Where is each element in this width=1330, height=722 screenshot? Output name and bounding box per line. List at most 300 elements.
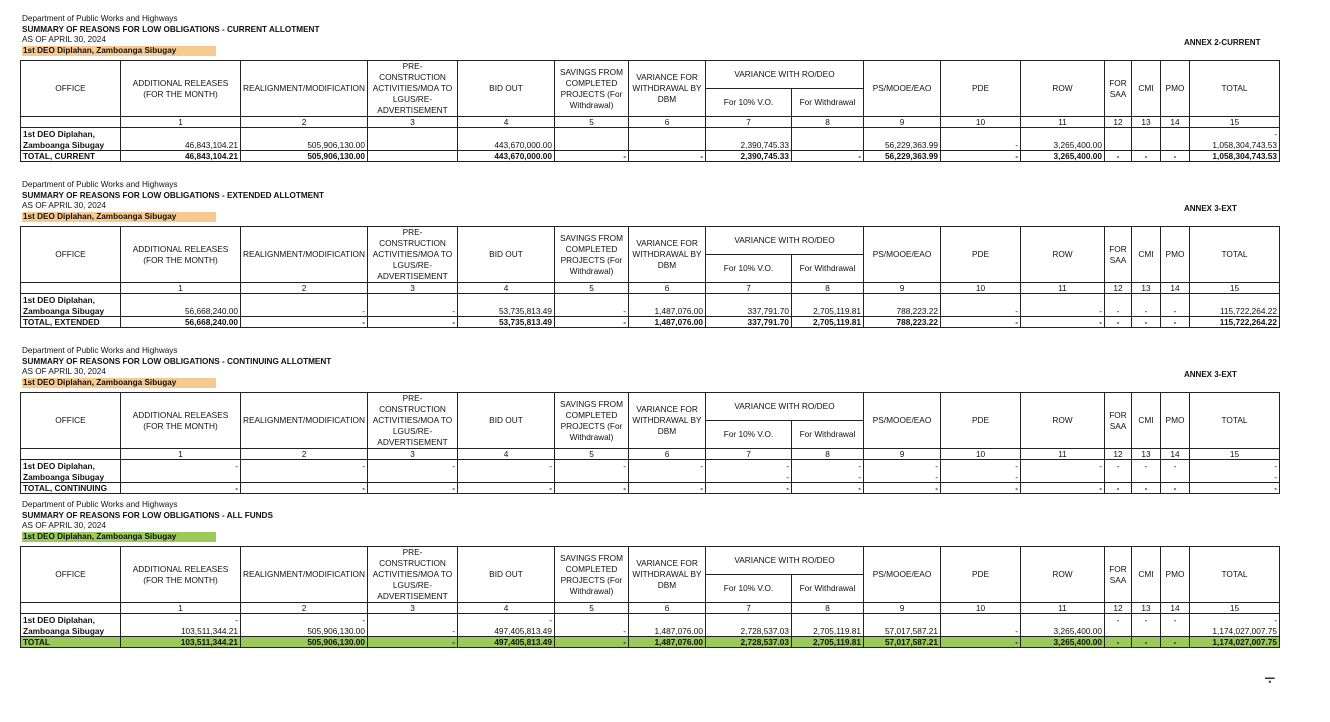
data-cell [629,614,706,626]
header-row [21,393,1280,421]
col-additional-releases: ADDITIONAL RELEASES (FOR THE MONTH) [121,61,241,117]
data-cell: - [706,471,792,483]
total-cell: - [792,151,864,162]
signature-mark: ⨪ [1264,666,1276,688]
data-cell [1161,294,1190,306]
total-cell: - [1105,483,1132,494]
total-cell: - [121,483,241,494]
data-cell: - [458,460,555,472]
total-cell: 337,791.70 [706,317,792,328]
data-cell: 53,735,813.49 [458,305,555,317]
total-cell: - [368,637,458,648]
data-cell: 505,906,130.00 [241,139,368,151]
data-cell [1105,625,1132,637]
column-number: 11 [1021,449,1105,460]
column-number: 12 [1105,117,1132,128]
data-cell: 497,405,813.49 [458,625,555,637]
col-preconstruction: PRE-CONSTRUCTION ACTIVITIES/MOA TO LGUS/RE-ADVERTISEMENT [368,227,458,283]
total-cell: - [555,637,629,648]
total-row [21,151,1280,162]
total-cell: 443,670,000.00 [458,151,555,162]
column-number: 9 [864,603,941,614]
total-cell: 46,843,104.21 [121,151,241,162]
data-cell: - [864,471,941,483]
data-cell: - [864,460,941,472]
data-cell [1105,471,1132,483]
obligations-table [20,226,1280,328]
column-number: 3 [368,449,458,460]
total-cell: - [941,317,1021,328]
data-cell: 1,487,076.00 [629,625,706,637]
column-number: 15 [1190,117,1280,128]
header-row [21,61,1280,89]
total-cell: - [1161,317,1190,328]
data-cell: 337,791.70 [706,305,792,317]
col-office: OFFICE [21,227,121,283]
col-variance-ro: VARIANCE WITH RO/DEO [706,547,864,575]
data-cell [555,614,629,626]
data-cell: - [1021,305,1105,317]
data-cell: - [1021,460,1105,472]
obligations-table [20,392,1280,494]
total-cell: 53,735,813.49 [458,317,555,328]
data-cell [555,471,629,483]
total-cell: - [941,151,1021,162]
col-row: ROW [1021,227,1105,283]
report-title: SUMMARY OF REASONS FOR LOW OBLIGATIONS - ALL FUNDS [22,510,273,520]
report-section [0,500,1330,680]
data-cell [1161,128,1190,140]
total-cell: - [1132,317,1161,328]
column-number: 4 [458,283,555,294]
office-band: 1st DEO Diplahan, Zamboanga Sibugay [22,212,216,223]
column-number: 6 [629,283,706,294]
column-number: 2 [241,449,368,460]
total-cell: - [555,151,629,162]
column-number: 7 [706,603,792,614]
col-for-vo: For 10% V.O. [706,421,792,449]
total-row [21,317,1280,328]
data-cell: - [555,305,629,317]
data-cell: - [1132,305,1161,317]
obligations-table [20,546,1280,648]
report-header [22,346,331,388]
data-cell [1132,294,1161,306]
col-for-withdrawal: For Withdrawal [792,89,864,117]
data-row-top [21,128,1280,140]
data-cell [941,614,1021,626]
data-cell [1161,625,1190,637]
data-cell: - [368,625,458,637]
report-title: SUMMARY OF REASONS FOR LOW OBLIGATIONS - CURRENT ALLOTMENT [22,24,320,34]
column-number: 13 [1132,283,1161,294]
total-cell: - [792,483,864,494]
annex-label: ANNEX 3-EXT [1184,204,1237,213]
data-cell: - [941,625,1021,637]
report-section [0,346,1330,526]
data-cell [1021,294,1105,306]
office-label: 1st DEO Diplahan, [21,614,121,626]
col-for-withdrawal: For Withdrawal [792,255,864,283]
col-pmo: PMO [1161,393,1190,449]
office-label: Zamboanga Sibugay [21,305,121,317]
col-additional-releases: ADDITIONAL RELEASES (FOR THE MONTH) [121,393,241,449]
data-cell [1021,471,1105,483]
total-cell: - [1105,151,1132,162]
total-cell: 788,223.22 [864,317,941,328]
total-cell: 56,668,240.00 [121,317,241,328]
col-office: OFFICE [21,393,121,449]
col-pde: PDE [941,393,1021,449]
data-cell: 505,906,130.00 [241,625,368,637]
total-cell: 2,728,537.03 [706,637,792,648]
office-label: Zamboanga Sibugay [21,625,121,637]
column-number: 14 [1161,449,1190,460]
total-cell: 56,229,363.99 [864,151,941,162]
total-cell: 1,487,076.00 [629,637,706,648]
total-cell: 2,705,119.81 [792,637,864,648]
data-cell [1021,614,1105,626]
column-number: 6 [629,449,706,460]
report-header [22,180,324,222]
total-cell: - [941,637,1021,648]
col-ps-mooe: PS/MOOE/EAO [864,227,941,283]
data-cell [555,139,629,151]
department-name: Department of Public Works and Highways [22,500,178,509]
data-cell: - [1161,305,1190,317]
total-cell: - [241,317,368,328]
column-number: 10 [941,603,1021,614]
as-of-date: AS OF APRIL 30, 2024 [22,521,106,530]
data-cell: - [792,471,864,483]
data-cell [1132,471,1161,483]
data-cell: - [1190,614,1280,626]
total-cell: - [458,483,555,494]
data-cell [368,294,458,306]
data-cell [1132,625,1161,637]
column-number: 2 [241,117,368,128]
col-for-withdrawal: For Withdrawal [792,421,864,449]
office-label: 1st DEO Diplahan, [21,460,121,472]
data-cell [1105,128,1132,140]
total-cell: - [941,483,1021,494]
column-number: 10 [941,449,1021,460]
data-cell [792,294,864,306]
col-savings: SAVINGS FROM COMPLETED PROJECTS (For Withdrawal) [555,393,629,449]
total-cell: - [1161,483,1190,494]
col-savings: SAVINGS FROM COMPLETED PROJECTS (For Withdrawal) [555,227,629,283]
total-label: TOTAL, CURRENT [21,151,121,162]
col-for-saa: FOR SAA [1105,547,1132,603]
col-cmi: CMI [1132,547,1161,603]
data-cell [706,128,792,140]
column-number: 13 [1132,449,1161,460]
total-cell: - [864,483,941,494]
data-cell [941,128,1021,140]
total-cell: - [1161,637,1190,648]
total-cell: 505,906,130.00 [241,151,368,162]
column-number: 1 [121,603,241,614]
data-cell: 2,728,537.03 [706,625,792,637]
data-cell: 103,511,344.21 [121,625,241,637]
col-for-saa: FOR SAA [1105,227,1132,283]
total-cell: 1,487,076.00 [629,317,706,328]
total-cell: - [629,483,706,494]
col-pde: PDE [941,547,1021,603]
data-cell: - [241,614,368,626]
data-cell: 1,058,304,743.53 [1190,139,1280,151]
col-variance-dbm: VARIANCE FOR WITHDRAWAL BY DBM [629,227,706,283]
report-section [0,180,1330,360]
data-cell [629,294,706,306]
col-variance-ro: VARIANCE WITH RO/DEO [706,393,864,421]
col-ps-mooe: PS/MOOE/EAO [864,61,941,117]
data-cell: - [792,460,864,472]
column-number: 11 [1021,283,1105,294]
data-cell: - [241,460,368,472]
column-number: 15 [1190,603,1280,614]
col-row: ROW [1021,547,1105,603]
total-cell: 115,722,264.22 [1190,317,1280,328]
data-cell: - [941,139,1021,151]
data-cell [864,128,941,140]
office-band: 1st DEO Diplahan, Zamboanga Sibugay [22,46,216,57]
data-cell [629,139,706,151]
column-number: 14 [1161,283,1190,294]
total-cell: - [1105,317,1132,328]
data-cell: - [368,460,458,472]
column-number: 10 [941,283,1021,294]
col-for-saa: FOR SAA [1105,61,1132,117]
total-row [21,637,1280,648]
data-cell: 3,265,400.00 [1021,625,1105,637]
data-cell: - [241,305,368,317]
column-number: 1 [121,449,241,460]
total-cell: - [1132,637,1161,648]
col-total: TOTAL [1190,61,1280,117]
data-cell [941,294,1021,306]
column-number: 8 [792,283,864,294]
column-number: 3 [368,117,458,128]
col-for-vo: For 10% V.O. [706,255,792,283]
data-cell: - [555,625,629,637]
column-number: 15 [1190,283,1280,294]
col-realignment: REALIGNMENT/MODIFICATION [241,61,368,117]
column-number: 8 [792,449,864,460]
col-total: TOTAL [1190,393,1280,449]
data-cell: 2,705,119.81 [792,305,864,317]
col-pmo: PMO [1161,227,1190,283]
data-cell [368,471,458,483]
column-number-row [21,449,1280,460]
col-bid-out: BID OUT [458,227,555,283]
col-office: OFFICE [21,61,121,117]
column-number: 13 [1132,603,1161,614]
column-number: 2 [241,603,368,614]
total-row [21,483,1280,494]
total-cell: - [368,483,458,494]
as-of-date: AS OF APRIL 30, 2024 [22,35,106,44]
data-cell: 2,390,745.33 [706,139,792,151]
column-number: 12 [1105,283,1132,294]
data-cell: 115,722,264.22 [1190,305,1280,317]
column-number: 5 [555,117,629,128]
data-cell [458,294,555,306]
total-cell: - [1132,483,1161,494]
col-bid-out: BID OUT [458,61,555,117]
data-cell [792,139,864,151]
column-number: 13 [1132,117,1161,128]
column-number: 3 [368,283,458,294]
report-title: SUMMARY OF REASONS FOR LOW OBLIGATIONS - CONTINUING ALLOTMENT [22,356,332,366]
col-row: ROW [1021,61,1105,117]
total-cell: - [1105,637,1132,648]
total-cell: - [1021,483,1105,494]
data-cell: - [1161,614,1190,626]
data-cell: - [1190,471,1280,483]
column-number-row [21,603,1280,614]
total-cell: 497,405,813.49 [458,637,555,648]
office-label: Zamboanga Sibugay [21,471,121,483]
col-pmo: PMO [1161,547,1190,603]
header-row [21,227,1280,255]
total-label: TOTAL, CONTINUING [21,483,121,494]
column-number: 4 [458,603,555,614]
total-cell: 505,906,130.00 [241,637,368,648]
data-row [21,625,1280,637]
total-cell: 1,058,304,743.53 [1190,151,1280,162]
col-variance-dbm: VARIANCE FOR WITHDRAWAL BY DBM [629,61,706,117]
col-variance-dbm: VARIANCE FOR WITHDRAWAL BY DBM [629,393,706,449]
col-for-withdrawal: For Withdrawal [792,575,864,603]
col-bid-out: BID OUT [458,547,555,603]
total-cell: 1,174,027,007.75 [1190,637,1280,648]
data-cell [555,294,629,306]
data-cell [1105,294,1132,306]
column-number: 9 [864,283,941,294]
data-row-top [21,614,1280,626]
department-name: Department of Public Works and Highways [22,14,178,23]
data-cell [368,128,458,140]
total-cell: 3,265,400.00 [1021,151,1105,162]
total-cell: - [555,483,629,494]
column-number: 9 [864,117,941,128]
col-realignment: REALIGNMENT/MODIFICATION [241,547,368,603]
data-row [21,471,1280,483]
obligations-table [20,60,1280,162]
column-number: 4 [458,449,555,460]
data-cell: - [555,460,629,472]
col-savings: SAVINGS FROM COMPLETED PROJECTS (For Withdrawal) [555,547,629,603]
column-number: 11 [1021,117,1105,128]
data-cell [241,294,368,306]
column-number: 8 [792,117,864,128]
data-cell: 443,670,000.00 [458,139,555,151]
col-pde: PDE [941,227,1021,283]
col-additional-releases: ADDITIONAL RELEASES (FOR THE MONTH) [121,547,241,603]
data-cell: - [121,614,241,626]
col-bid-out: BID OUT [458,393,555,449]
report-header [22,14,319,56]
data-cell [121,471,241,483]
column-number: 12 [1105,603,1132,614]
total-label: TOTAL [21,637,121,648]
total-cell: - [1132,151,1161,162]
data-cell [458,128,555,140]
col-ps-mooe: PS/MOOE/EAO [864,547,941,603]
column-number: 7 [706,449,792,460]
column-number: 14 [1161,117,1190,128]
data-cell: - [1105,614,1132,626]
total-cell [368,151,458,162]
column-number: 5 [555,603,629,614]
total-cell: 2,705,119.81 [792,317,864,328]
total-cell: 103,511,344.21 [121,637,241,648]
column-number: 12 [1105,449,1132,460]
total-cell: - [1161,151,1190,162]
data-cell [1190,294,1280,306]
data-row-top [21,294,1280,306]
as-of-date: AS OF APRIL 30, 2024 [22,367,106,376]
data-cell: - [1190,460,1280,472]
data-cell [121,128,241,140]
data-cell [629,128,706,140]
data-cell [368,614,458,626]
col-realignment: REALIGNMENT/MODIFICATION [241,393,368,449]
data-cell [1161,471,1190,483]
office-label: Zamboanga Sibugay [21,139,121,151]
column-number: 5 [555,449,629,460]
number-cell-blank [21,603,121,614]
column-number: 4 [458,117,555,128]
data-cell [1132,139,1161,151]
column-number: 7 [706,117,792,128]
data-row [21,305,1280,317]
column-number: 6 [629,117,706,128]
data-cell: 2,705,119.81 [792,625,864,637]
data-cell: - [1105,305,1132,317]
header-row [21,547,1280,575]
data-row [21,139,1280,151]
data-cell [1105,139,1132,151]
total-cell: - [629,151,706,162]
data-cell [706,294,792,306]
data-cell [555,128,629,140]
data-cell: - [1132,460,1161,472]
data-cell: 57,017,587.21 [864,625,941,637]
data-cell: 1,174,027,007.75 [1190,625,1280,637]
data-cell: - [941,305,1021,317]
data-cell [121,294,241,306]
col-total: TOTAL [1190,547,1280,603]
number-cell-blank [21,117,121,128]
data-cell: - [458,614,555,626]
col-for-vo: For 10% V.O. [706,575,792,603]
total-cell: - [368,317,458,328]
col-realignment: REALIGNMENT/MODIFICATION [241,227,368,283]
data-cell: - [1132,614,1161,626]
col-office: OFFICE [21,547,121,603]
col-cmi: CMI [1132,61,1161,117]
total-cell: - [706,483,792,494]
report-section [0,14,1330,194]
number-cell-blank [21,283,121,294]
data-cell [1161,139,1190,151]
total-cell: 3,265,400.00 [1021,637,1105,648]
department-name: Department of Public Works and Highways [22,346,178,355]
data-cell: 56,229,363.99 [864,139,941,151]
column-number: 3 [368,603,458,614]
